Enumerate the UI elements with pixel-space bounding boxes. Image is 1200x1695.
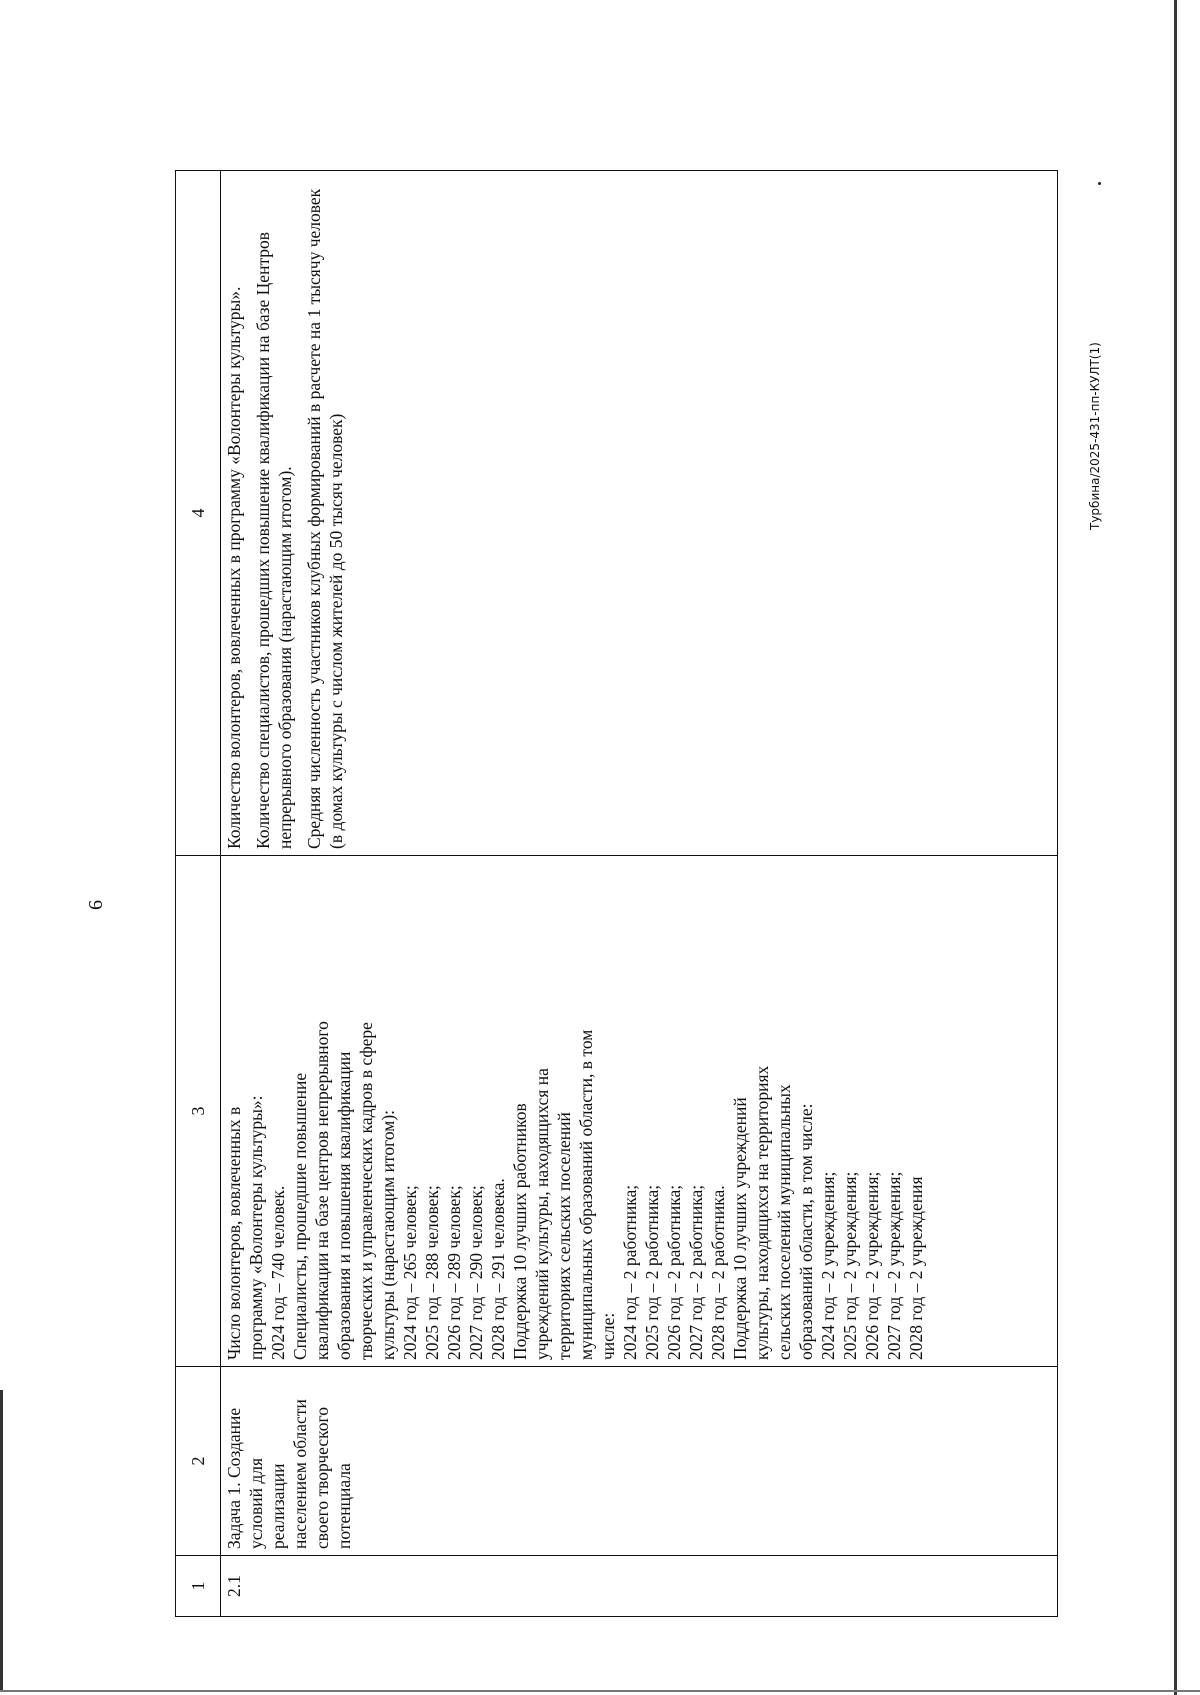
indicator-line: образования и повышения квалификации	[334, 1051, 354, 1360]
row-number: 2.1	[221, 1556, 1058, 1617]
scan-page-edge-bottom	[0, 1690, 1200, 1692]
indicator-line: Число волонтеров, вовлеченных в	[224, 1106, 244, 1360]
indicator-line: Поддержка 10 лучших учреждений	[730, 1097, 750, 1360]
page-number: 6	[85, 900, 107, 910]
indicator-line: 2024 год – 2 работника;	[620, 1184, 640, 1360]
indicator-line: 2027 год – 2 учреждения;	[884, 1171, 904, 1360]
indicator-line: учреждений культуры, находящихся на	[532, 1068, 552, 1360]
indicator-line: 2026 год – 2 работника;	[664, 1184, 684, 1360]
indicator-line: 2026 год – 2 учреждения;	[862, 1171, 882, 1360]
indicator-line: муниципальных образований области, в том	[576, 1029, 596, 1360]
indicator-line: 2025 год – 2 работника;	[642, 1184, 662, 1360]
metric-paragraph: Количество специалистов, прошедших повышение квалификации на базе Центров непрерывного образования (нарастающим итогом).	[253, 231, 295, 849]
indicator-line: 2025 год – 288 человек;	[422, 1185, 442, 1360]
indicator-line: 2026 год – 289 человек;	[444, 1185, 464, 1360]
indicator-line: творческих и управленческих кадров в сфере	[356, 1022, 376, 1360]
indicator-line: 2027 год – 290 человек;	[466, 1185, 486, 1360]
document-code: Турбина/2025-431-пп-КУЛТ(1)	[1088, 342, 1102, 530]
indicator-line: образований области, в том числе:	[796, 1103, 816, 1360]
table-row	[221, 171, 1058, 1617]
indicator-line: 2028 год – 2 работника.	[708, 1185, 728, 1360]
indicator-line: культуры (нарастающим итогом):	[378, 1109, 398, 1360]
program-table	[175, 170, 1058, 1617]
task-cell: Задача 1. Создание условий для реализации населением области своего творческого потенциала	[221, 1367, 1058, 1556]
header-col-3: 3	[176, 856, 221, 1367]
header-col-4: 4	[176, 171, 221, 856]
indicator-line: Поддержка 10 лучших работников	[510, 1103, 530, 1360]
indicator-line: числе:	[598, 1312, 618, 1360]
header-col-2: 2	[176, 1367, 221, 1556]
indicator-line: территориях сельских поселений	[554, 1112, 574, 1360]
scan-dot	[1098, 182, 1101, 185]
scan-artifact	[0, 1390, 3, 1690]
indicator-line: 2024 год – 2 учреждения;	[818, 1171, 838, 1360]
rotated-table	[175, 170, 1058, 1617]
metric-paragraph: Количество волонтеров, вовлеченных в программу «Волонтеры культуры».	[224, 286, 244, 849]
indicator-line: 2027 год – 2 работника;	[686, 1184, 706, 1360]
indicator-line: 2025 год – 2 учреждения;	[840, 1171, 860, 1360]
table-header-row	[176, 171, 221, 1617]
indicator-line: культуры, находящихся на территориях	[752, 1065, 772, 1360]
metric-paragraph: Средняя численность участников клубных формирований в расчете на 1 тысячу человек (в домах культуры с числом жителей до 50 тысяч человек)	[304, 188, 346, 849]
header-col-1: 1	[176, 1556, 221, 1617]
indicator-line: программу «Волонтеры культуры»:	[246, 1095, 266, 1360]
indicator-line: 2028 год – 2 учреждения	[906, 1176, 926, 1360]
indicator-line: 2024 год – 265 человек;	[400, 1185, 420, 1360]
indicator-line: квалификации на базе центров непрерывного	[312, 1021, 332, 1360]
indicator-line: 2028 год – 291 человека.	[488, 1178, 508, 1360]
indicator-line: 2024 год – 740 человек.	[268, 1185, 288, 1360]
metrics-cell	[221, 171, 1058, 856]
indicator-line: сельских поселений муниципальных	[774, 1084, 794, 1360]
scan-page-edge	[1174, 0, 1177, 1695]
indicators-cell	[221, 856, 1058, 1367]
indicator-line: Специалисты, прошедшие повышение	[290, 1072, 310, 1360]
